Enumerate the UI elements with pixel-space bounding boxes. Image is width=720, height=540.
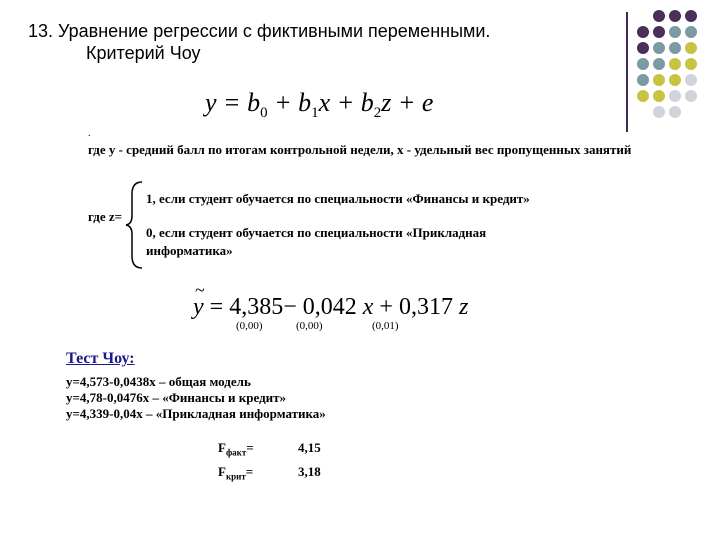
title-line-1: 13. Уравнение регрессии с фиктивными переменными. bbox=[28, 21, 491, 41]
decor-divider-line bbox=[626, 12, 628, 132]
decor-dot bbox=[653, 26, 665, 38]
decor-dot bbox=[669, 42, 681, 54]
decor-dot bbox=[669, 58, 681, 70]
decor-dot bbox=[637, 58, 649, 70]
decor-dot bbox=[637, 26, 649, 38]
stray-dot: . bbox=[88, 128, 91, 139]
title-line-2: Критерий Чоу bbox=[86, 43, 201, 63]
decor-dot bbox=[685, 58, 697, 70]
decor-dot bbox=[669, 106, 681, 118]
f-crit-label: $F_{крит}=$ bbox=[218, 464, 254, 482]
decor-dot bbox=[637, 90, 649, 102]
decor-dot bbox=[653, 106, 665, 118]
dummy-case-0: 0, если студент обучается по специальности «Прикладная информатика» bbox=[146, 225, 487, 258]
decor-dot bbox=[685, 90, 697, 102]
decor-dot bbox=[669, 10, 681, 22]
dummy-variable-label: где z= bbox=[88, 209, 123, 224]
model-finance: y=4,78-0,0476x – «Финансы и кредит» bbox=[66, 390, 287, 405]
decor-dot bbox=[653, 90, 665, 102]
decor-dot bbox=[669, 74, 681, 86]
decor-dot bbox=[653, 42, 665, 54]
model-informatics: y=4,339-0,04x – «Прикладная информатика» bbox=[66, 406, 326, 421]
decor-dot bbox=[685, 10, 697, 22]
decor-dot bbox=[653, 10, 665, 22]
decor-dot bbox=[669, 26, 681, 38]
tilde-mark: ~ bbox=[195, 280, 205, 300]
slide-title bbox=[28, 20, 490, 64]
regression-equation: $y = b_0 + b_1x + b_2z + e$ bbox=[205, 88, 434, 122]
estimated-equation: y = 4,385− 0,042 x + 0,317 z bbox=[193, 294, 469, 320]
chow-test-heading: Тест Чоу: bbox=[66, 350, 135, 367]
variables-definition: где y - средний балл по итогам контрольной недели, x - удельный вес пропущенных занятий bbox=[88, 142, 632, 157]
dummy-case-1: 1, если студент обучается по специальности «Финансы и кредит» bbox=[146, 191, 530, 206]
decor-dot bbox=[685, 26, 697, 38]
f-crit-value: 3,18 bbox=[298, 464, 321, 479]
decor-dot bbox=[637, 74, 649, 86]
decor-dot bbox=[637, 42, 649, 54]
f-fact-label: $F_{факт}=$ bbox=[218, 440, 254, 458]
left-brace bbox=[124, 180, 146, 270]
decor-dot bbox=[669, 90, 681, 102]
pvalue-b0: (0,00) bbox=[236, 320, 263, 332]
f-fact-value: 4,15 bbox=[298, 440, 321, 455]
model-general: y=4,573-0,0438x – общая модель bbox=[66, 374, 251, 389]
decor-dot bbox=[685, 42, 697, 54]
pvalue-b1: (0,00) bbox=[296, 320, 323, 332]
pvalue-b2: (0,01) bbox=[372, 320, 399, 332]
decor-dot bbox=[653, 74, 665, 86]
decor-dot bbox=[653, 58, 665, 70]
decor-dot bbox=[685, 74, 697, 86]
